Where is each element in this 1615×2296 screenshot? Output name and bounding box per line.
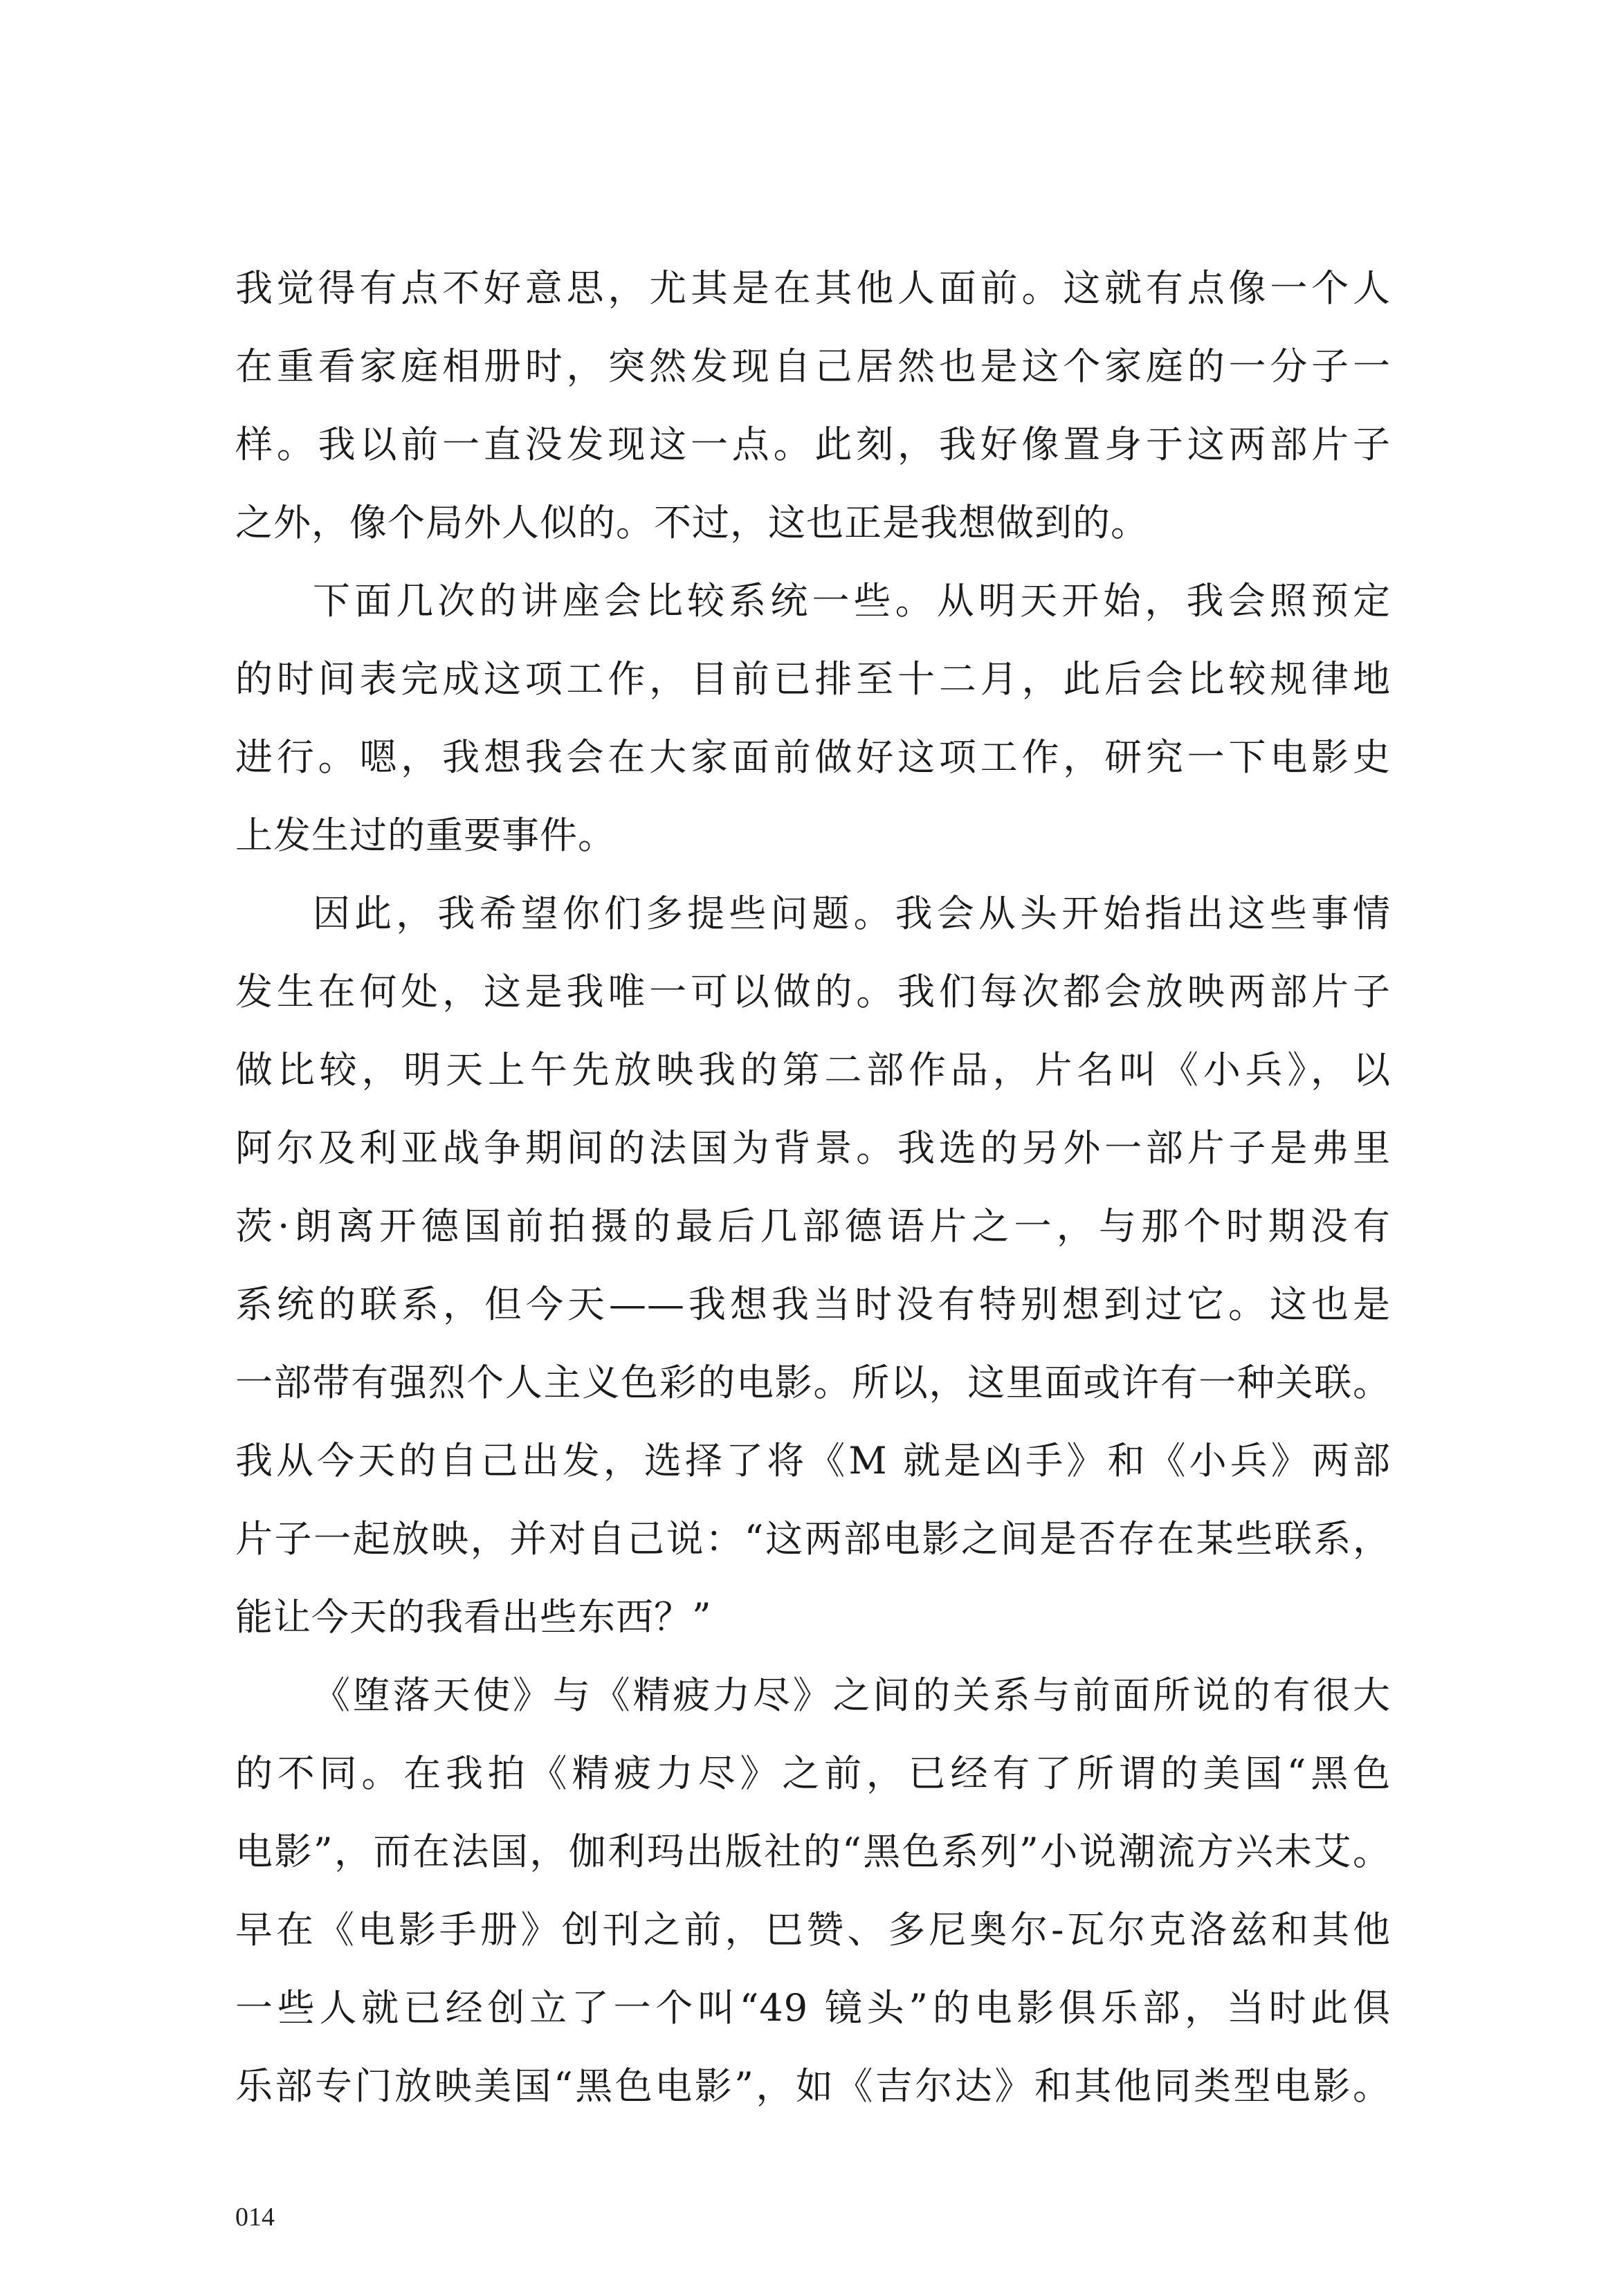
text-line: 电影”，而在法国，伽利玛出版社的“黑色系列”小说潮流方兴未艾。 (235, 1830, 1391, 1873)
text-line: 我从今天的自己出发，选择了将《M 就是凶手》和《小兵》两部 (235, 1439, 1391, 1482)
text-line: 做比较，明天上午先放映我的第二部作品，片名叫《小兵》，以 (235, 1048, 1391, 1092)
text-line: 阿尔及利亚战争期间的法国为背景。我选的另外一部片子是弗里 (235, 1126, 1391, 1170)
text-line: 一部带有强烈个人主义色彩的电影。所以，这里面或许有一种关联。 (235, 1361, 1391, 1404)
text-line: 乐部专门放映美国“黑色电影”，如《吉尔达》和其他同类型电影。 (235, 2064, 1391, 2108)
text-line: 一些人就已经创立了一个叫“49 镜头”的电影俱乐部，当时此俱 (235, 1986, 1391, 2030)
page-number: 014 (235, 2203, 275, 2232)
text-line: 下面几次的讲座会比较系统一些。从明天开始，我会照预定 (313, 579, 1391, 623)
text-line: 在重看家庭相册时，突然发现自己居然也是这个家庭的一分子一 (235, 345, 1391, 388)
text-line: 我觉得有点不好意思，尤其是在其他人面前。这就有点像一个人 (235, 266, 1391, 310)
text-line: 进行。嗯，我想我会在大家面前做好这项工作，研究一下电影史 (235, 735, 1391, 779)
text-line: 系统的联系，但今天——我想我当时没有特别想到过它。这也是 (235, 1283, 1391, 1326)
text-line: 之外，像个局外人似的。不过，这也正是我想做到的。 (235, 501, 1149, 544)
text-line: 发生在何处，这是我唯一可以做的。我们每次都会放映两部片子 (235, 970, 1391, 1013)
text-line: 能让今天的我看出些东西？” (235, 1595, 712, 1639)
text-line: 的不同。在我拍《精疲力尽》之前，已经有了所谓的美国“黑色 (235, 1752, 1391, 1795)
text-line: 《堕落天使》与《精疲力尽》之间的关系与前面所说的有很大 (313, 1673, 1391, 1717)
body-text (235, 249, 1391, 2125)
text-line: 样。我以前一直没发现这一点。此刻，我好像置身于这两部片子 (235, 423, 1391, 466)
text-line: 片子一起放映，并对自己说：“这两部电影之间是否存在某些联系， (235, 1517, 1391, 1561)
text-line: 上发生过的重要事件。 (235, 814, 616, 857)
text-line: 早在《电影手册》创刊之前，巴赞、多尼奥尔-瓦尔克洛兹和其他 (235, 1908, 1391, 1951)
text-line: 的时间表完成这项工作，目前已排至十二月，此后会比较规律地 (235, 657, 1391, 701)
text-line: 因此，我希望你们多提些问题。我会从头开始指出这些事情 (313, 892, 1391, 935)
text-line: 茨·朗离开德国前拍摄的最后几部德语片之一，与那个时期没有 (235, 1204, 1391, 1248)
